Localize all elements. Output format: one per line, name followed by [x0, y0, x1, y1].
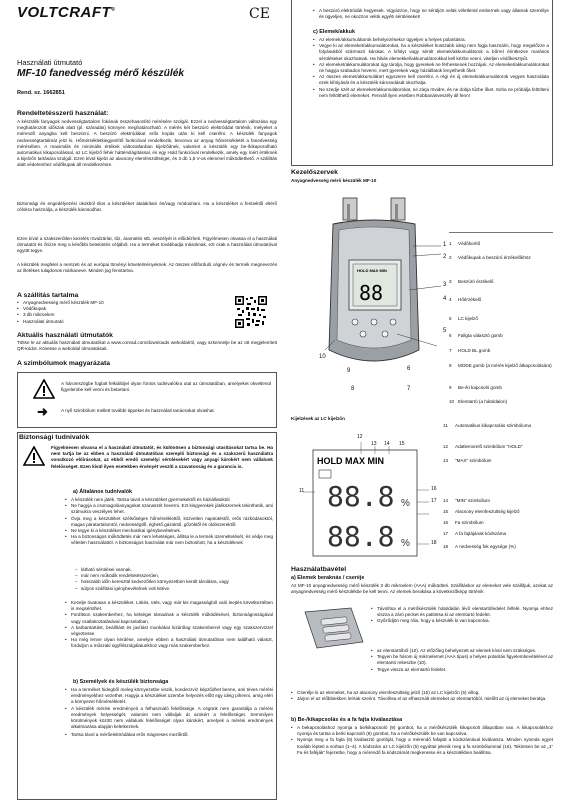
- use-text: Az MF-10 anyagnedvesség mérő készülék 3 db mikroelem (AAA) működteti. Szállításkor az elemeket vele szállítjuk, azokat az anyagnedvesség mérő készülékbe be kell tenni. Az elemek berakása a következőképp történik: [291, 583, 553, 595]
- list-item: • Tegye vissza az elemtartó fedelet.: [371, 667, 553, 673]
- list-item: • Nyomja meg a fa fajta (6) kiválasztó gombját, hogy a mérendő fafajtát a kódszámával kiválassza. Minden nyomás egyet tovább lépteti a sorban (1–4). A kódszám az LC kijelzőn (5) egyúttal jelenik meg a fa szimbólummal (16). Tekintsen be az „1” Fa és faféják” fejezetbe, hogy a mérendő fa kódszámát megkeresse és a készülékben beállítsa.: [291, 737, 553, 756]
- list-item: • Járjon el az előbbiekben leírtak szerint. Távolítsa el az elhasznált elemeket az elemtartóból, mielőtt az új elemeket berakja.: [291, 696, 553, 702]
- qr-code: [235, 296, 267, 328]
- product-title: MF-10 fanedvesség mérő készülék: [17, 68, 185, 79]
- lcd-callout: 15: [399, 441, 405, 447]
- list-item: • Cserélje ki az elemeket, ha az alacsony elemfeszültség jelző (15) az LC kijelzőn (5) villog.: [291, 690, 553, 696]
- legend-item: 15 Alacsony elemfeszültség kijelző: [443, 509, 520, 514]
- list-item: • Ha a biztonságos működtetés már nem lehetséges, állítsa le a termék üzemeltetését, és védje meg véletlen használattól. A biztonságos használat már nem biztosított, ha a készüléknek: [65, 534, 273, 546]
- legend-item: 7 HOLD BL gomb: [449, 348, 491, 353]
- current-manual-heading: Aktuális használati útmutatók: [17, 332, 113, 339]
- callout-label: 7: [407, 386, 411, 392]
- list-item: • Ha a terméket hidegből meleg környezetbe viszik, kondenzvíz képződhet benne, ami téves mérési eredményekhez vezethet. Hagyja a készüléket üzembe helyezés előtt egy ideig pihenni, amíg eléri a környezet hőmérsékletét.: [65, 687, 273, 706]
- list-item: • Használati útmutató: [17, 319, 197, 325]
- lcd-callout: 17: [431, 498, 437, 504]
- use-subheading: a) Elemek beraknás / cseréje: [291, 575, 365, 581]
- svg-text:88.8: 88.8: [327, 480, 395, 513]
- symbols-heading: A szimbólumok magyarázata: [17, 360, 111, 367]
- svg-text:88.8: 88.8: [327, 520, 395, 553]
- delivery-heading: A szállítás tartalma: [17, 292, 79, 299]
- list-item: – már nem működik rendeltetésszerűen,: [73, 573, 273, 579]
- list-item: • Tegyen be három új mikroelemet (AAA típus) a helyes polaritás figyelembevételével az elemtartó rekeszbe (10).: [371, 654, 553, 666]
- list-item: • Az összes elemet/akkumulátort egyszerre kell cserélni. A régi és új elemek/akkumulátorok vegyes használata ezek kifolyását és a készülék károsodását okozhatja.: [313, 74, 549, 86]
- warning-triangle-icon: [33, 379, 55, 399]
- svg-text:HOLD MAX MIN: HOLD MAX MIN: [357, 268, 387, 273]
- legend-item: 2 Védőkupak a beszúró érzékelőkhöz: [449, 255, 531, 260]
- use-items-list: [291, 690, 553, 702]
- list-item: • Távolítsa el a mérőkészülék hátoldalán lévő elemtartófedelet felfelé. Nyomja ehhez viszza a záró pecket és pattintsa ki az elemtartó fedelet.: [371, 606, 553, 618]
- list-item: • Kezelje óvatosan a készüléket. Lökés, ütés, vagy már kis magasságból való leejtés következtében is megsérülhet.: [65, 600, 273, 612]
- legend-item: 17 A fa fajtájának kódszáma: [443, 531, 507, 536]
- legend-item: 5 LC kijelző: [449, 316, 478, 321]
- symbol-arrow-text: A nyíl szimbólum mellett további tippeket és használati tanácsokat olvashat.: [61, 408, 215, 413]
- svg-text:88: 88: [359, 281, 384, 305]
- doc-title: Használati útmutató: [17, 58, 83, 67]
- warning-triangle-icon: [23, 446, 45, 466]
- legend-item: 6 Fallgta választó gomb: [449, 333, 503, 338]
- symbol-warning-text: A háromszögbe foglalt felkiáltójel olyan fontos tudnivalókra utal az útmutatóban, amelyeket okvetlenül figyelembe kell venni és betartani.: [61, 381, 271, 393]
- intended-use-p2: Biztonsági és engedélyezési okokból tilos a készüléket átalakítani és/vagy módosítani. Ha a készüléket a fentiektől eltérő célokra használja, a készülék károsodhat.: [17, 201, 277, 213]
- use-steps-list-2: [371, 648, 553, 673]
- legend-item: 9 Be-/ki kapcsoló gomb: [449, 385, 502, 390]
- list-item: • Fordítson szakemberhez, ha kétségei támadnak a készülék működésével, biztonságosságával vagy csatlakoztatásával kapcsolatban.: [65, 612, 273, 624]
- svg-text:HOLD MAX MIN: HOLD MAX MIN: [317, 456, 384, 466]
- intended-use-heading: Rendeltetésszerű használat:: [17, 110, 109, 117]
- lcd-callout: 16: [431, 486, 437, 492]
- legend-item: 16 Fa szimbólum: [443, 520, 484, 525]
- list-item: • Győződjön meg róla, hogy a készülék ki van kapcsolva.: [371, 618, 553, 624]
- legend-item: 3 Beszúró érzékelő: [449, 279, 494, 284]
- lcd-callout: 13: [371, 441, 377, 447]
- legend-divider: [449, 232, 553, 233]
- lcd-callout: 18: [431, 540, 437, 546]
- intended-use-p1: A készülék fanyagok nedvességtartalom fokának összehasonlító mérésére szolgál. Ezzel a nedvességtartalom változása egy meghatározott időszak alatt (pl. száradás) könnyen meghatározható. A mérés két beszúró elektróddal történik, melyeket a mérendő anyagba kell beszúrni. A beszúró elektródákat erős kopás után ki kell cserélni. A készülék fanyagok nedvességtartalmát jelzi ki. Hőmérsékletkiegyenlítő funkcióval rendelkezik, bevonva az anyag hőmérsékletét a fanedvesség mérésében. A maximális és minimális értékek változatlanban kijelződnek, valamint a készülék egy be-/kikapcsolható automatikus kikapcsolással, az LC kijelző fehér háttérvilágítással, és egy Hold funkcióval rendelkezik, amely egy mért értéknek a kijelzőn tartására szolgál. Ezen kívül kijelzi az alacsony elemfeszültséget, és 3 db 1,5 V-os elemmel működtethető. A szállítás alatt védelemhez védőkupak áll rendelkezésre.: [17, 119, 277, 168]
- lcd-illustration: [291, 420, 441, 560]
- callout-label: 10: [319, 354, 326, 360]
- device-illustration: [313, 190, 473, 390]
- safety-heading: Biztonsági tudnivalók: [19, 434, 90, 441]
- intended-use-p3: Ezen kívül a szakszerűtlen kezelés rövidzárlat, tűz, áramütés stb. veszélyét is előidézheti. Figyelmesen olvassa el a használati útmutatót és őrizze meg a későbbi betekintés céljából. Ha a terméket továbbadja másoknak, ezt csak a használati útmutatóval együtt tegye.: [17, 236, 277, 254]
- lcd-heading: Kijelzések az LC kijelzőn: [291, 416, 345, 421]
- general-list: [65, 497, 273, 547]
- callout-label: 9: [347, 368, 351, 374]
- list-item: • Vegye ki az elemeket/akkumulátorokat, ha a készüléket hosszabb ideig nem fogja használni, hogy megelőzze a folyásukból származó károkat. A kifolyt vagy sérült elemek/akkumulátorok a bőrrel érintkezve marásos sérüléseket okozhatnak. Ha hibás elemekkel/akkumulátorokkal kell kézbe venni, viseljen védőkesztyűt.: [313, 43, 549, 62]
- arrow-right-icon: ➜: [37, 404, 48, 419]
- list-item: • az elemtartóból (10). Az előzőleg behelyezett az elemek kívül nem szükséges.: [371, 648, 553, 654]
- lcd-callout: 11: [299, 488, 305, 494]
- sensor-warning-list: [313, 8, 549, 20]
- list-item: • A készülék mérési eredményeit a felhasználó felelőssége. A cégünk nem garantálja a mérési eredmények helyességét, valamint nem vállaljuk át azokért a felelősséget. Semmilyen körülmények között nem vállalunk felelősséget olyan károkért, amelyek a mérési eredmények alkalmazása alapján keletkeznek.: [65, 706, 273, 731]
- order-number: Rend. sz. 1662851: [17, 90, 65, 96]
- callout-label: 8: [351, 386, 355, 392]
- current-manual-text: Töltse le az aktuális használati útmutatókat a www.conrad.com/downloads weboldalról, vagy szkennelje be az ott megjelenített QR-kódot. Kövesse a weboldal útmutatásait.: [17, 340, 277, 352]
- use-heading: Használatbavétel: [291, 566, 347, 573]
- list-item: • 3 db mikroelem: [17, 312, 197, 318]
- list-item: • Ne szedje szét az elemeket/akkumulátorokat, ne zárja rövidre, és ne dobja tűzbe őket. Soha ne próbálja feltölteni nem feltölthető elemeket. Fennáll ilyen esetben Robbanásveszély áll fenn!: [313, 87, 549, 99]
- list-item: • Ne hagyja a csomagolóanyagokat szanaszét heverni. Ezt kisgyerekek játékszernek tekinthetik, ami számukra veszélyes lehet.: [65, 503, 273, 515]
- general-dash-list: [73, 567, 273, 592]
- battery-heading: b) Személyek és készülék biztonsága: [73, 679, 169, 685]
- use-steps-list: [371, 606, 553, 625]
- list-item: • Tartsa távol a mérőelektródákat erős mágneses mezőktől.: [65, 732, 273, 738]
- lcd-callout: 14: [384, 441, 390, 447]
- legend-item: 13 "MAX" szimbólum: [443, 458, 492, 463]
- callout-label: 1: [443, 242, 447, 248]
- list-item: – súlyos szállítási igénybevételnek volt kitéve.: [73, 586, 273, 592]
- legend-item: 12 Adatlemorelő szimbólum "HOLD": [443, 444, 523, 449]
- general-heading: a) Általános tudnivalók: [73, 489, 133, 495]
- battery-list: [313, 37, 549, 99]
- controls-heading: Kezelőszervek: [291, 169, 338, 176]
- legend-item: 1 Védőkorítő: [449, 241, 481, 246]
- svg-text:%: %: [401, 538, 410, 549]
- legend-item: 10 Elemtartó (a hátoldalon): [449, 399, 508, 404]
- legend-item: 4 Hőérzékelő: [449, 297, 482, 302]
- list-item: • Ha még lenne olyan kérdése, amelyre ebben a használati útmutatóban nem található választ, forduljon a műszaki ügyfélszolgálatunkhoz vagy más szakemberhez.: [65, 637, 273, 649]
- battery-compartment-illustration: [301, 604, 367, 652]
- delivery-list: [17, 300, 197, 325]
- list-item: – hosszabb időn keresztül kedvezőtlen környezetben került tárolásra, vagy: [73, 579, 273, 585]
- list-item: • Ne tegye ki a készüléket mechanikai igénybevételnek.: [65, 528, 273, 534]
- people-safety-list: [65, 687, 273, 739]
- list-item: • A beszúró elektródák hegyesek. Vigyázzon, hogy ne sérüljön velük véletlenül embernek vagy állatnak személye és ügyeljen, ne okozzon velük egyéb sérüléseket!: [313, 8, 549, 20]
- intended-use-p4: A készülék megfelel a nemzeti és az európai törvényi követelményeknek. Az összes előforduló cégnév és termék megnevezés az illetékes tulajdonos márkaneve. Minden jog fenntartva.: [17, 262, 277, 274]
- controls-subheading: Anyagnedvesség mérő készülék MF-10: [291, 178, 377, 183]
- callout-label: 4: [443, 296, 447, 302]
- list-item: • Óvja meg a készüléket szélsőséges hőmérséklettől, közvetlen napsütéstől, erős rázkódásoktól, magas páratartalomtól, nedvességtől, éghető gázoktól, gőzöktől és oldószerektől.: [65, 516, 273, 528]
- elem-heading: c) Elemek/akkuk: [313, 29, 355, 35]
- list-item: • Anyagnedvesség mérő készülék MF-10: [17, 300, 197, 306]
- ce-mark: CE: [249, 6, 270, 22]
- legend-item: 14 "MIN" szimbólum: [443, 498, 490, 503]
- switch-list: [291, 725, 553, 756]
- callout-label: 2: [443, 254, 447, 260]
- switch-heading: b) Be-/kikapcsolás és a fa fajta kiválasztása: [291, 717, 403, 723]
- list-item: • Az elemeket/akkumulátorokat úgy tárolja, hogy gyerekek ne férhessenek hozzájuk. Az elemeket/akkumulátorokat ne hagyja szabadon heverni, mert gyerekek vagy háziállatok lenyelhetik őket.: [313, 62, 549, 74]
- callout-label: 3: [443, 282, 447, 288]
- legend-item: 8 MODE gomb (a mérés kijelző átkapcsolására): [449, 363, 552, 368]
- svg-text:%: %: [401, 498, 410, 509]
- list-item: • A karbantartást, beállítást és javítást munkákat kizárólag szakemberrel vagy egy szakszervizzel végeztesse.: [65, 625, 273, 637]
- general-list-2: [65, 600, 273, 650]
- list-item: • Védőkupak: [17, 306, 197, 312]
- list-item: • Az elemek/akkumulátorok behelyezésekor ügyeljen a helyes polaritásra.: [313, 37, 549, 43]
- lcd-callout: 12: [357, 434, 363, 440]
- list-item: • A készülék nem játék. Tartsa távol a készüléket gyermekektől és háziállatoktól.: [65, 497, 273, 503]
- brand-logo: VOLTCRAFT®: [17, 4, 116, 21]
- legend-item: 18 A nedvesség fok egysége (%): [443, 544, 516, 549]
- callout-label: 6: [407, 366, 411, 372]
- safety-intro: Figyelmesen olvassa el a használati útmutatót, és különösen a biztonsági utasításokat tartsa be. Ha nem tartja be az ebben a használati útmutatóban szereplő biztonsági és a szakszerű használatra vonatkozó előírásokat, az ebből eredő személyi sérülésekért vagy anyagi károkért nem vállalunk felelősséget. Ezen kívül ilyen esetekben érvényét veszíti a szavatosság és a garancia is.: [51, 445, 273, 469]
- callout-label: 5: [443, 328, 447, 334]
- list-item: • A bekapcsoláshoz nyomja a be/kikapcsoló (9) gombot, ha a mérőkészülék kikapcsolt állapotban van. A kikapcsoláshoz nyomja és tartsa a be/ki kapcsoló (9) gombot, ha a mérőkészülék be van kapcsolva.: [291, 725, 553, 737]
- list-item: – látható sérülései vannak,: [73, 567, 273, 573]
- legend-item: 11 Automatikus kikapcsolás szimbóluma: [443, 423, 532, 428]
